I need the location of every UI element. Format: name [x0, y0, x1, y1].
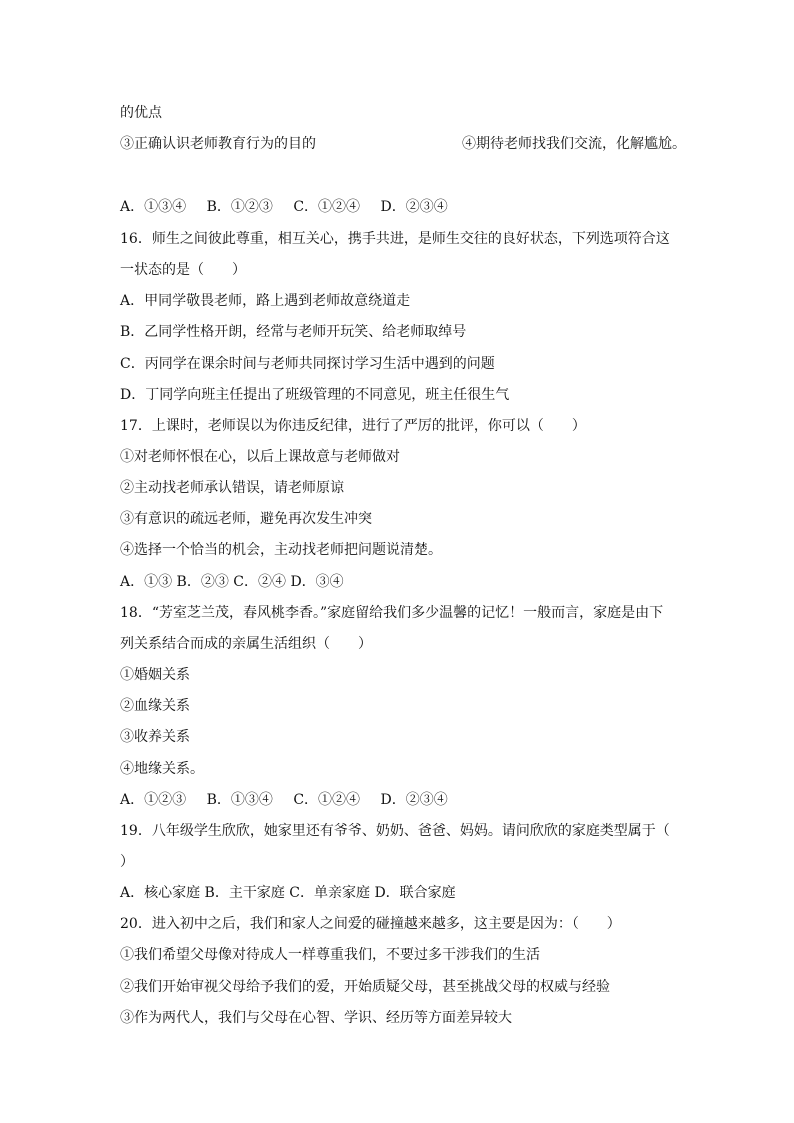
q18-option-b: B．①③④	[206, 792, 273, 808]
q18-stem-line2: 列关系结合而成的亲属生活组织（ ）	[120, 636, 372, 652]
q17-item-1: ①对老师怀恨在心，以后上课故意与老师做对	[120, 449, 400, 465]
q18-options	[120, 791, 448, 809]
q20-item-1: ①我们希望父母像对待成人一样尊重我们，不要过多干涉我们的生活	[120, 947, 540, 963]
q20-item-2: ②我们开始审视父母给予我们的爱，开始质疑父母，甚至挑战父母的权威与经验	[120, 979, 610, 995]
q17-item-4: ④选择一个恰当的机会，主动找老师把问题说清楚。	[120, 542, 442, 558]
q16-choice-b: B．乙同学性格开朗，经常与老师开玩笑、给老师取绰号	[120, 324, 467, 340]
q20-stem: 20．进入初中之后，我们和家人之间爱的碰撞越来越多，这主要是因为：（ ）	[120, 916, 621, 932]
q20-item-3: ③作为两代人，我们与父母在心智、学识、经历等方面差异较大	[120, 1010, 512, 1026]
q15-option-d: D．②③④	[380, 199, 448, 215]
q16-choice-c: C．丙同学在课余时间与老师共同探讨学习生活中遇到的问题	[120, 356, 495, 372]
q17-stem: 17．上课时，老师误以为你违反纪律，进行了严厉的批评，你可以（ ）	[120, 418, 586, 434]
q15-option-c: C．①②④	[293, 199, 361, 215]
q19-stem-line2: ）	[120, 854, 134, 870]
q17-item-3: ③有意识的疏远老师，避免再次发生冲突	[120, 511, 372, 527]
q15-options	[120, 198, 448, 216]
q18-stem-line1: 18．“芳室芝兰茂，春风桃李香。”家庭留给我们多少温馨的记忆！一般而言，家庭是由下	[120, 605, 664, 621]
q19-stem-line1: 19．八年级学生欣欣，她家里还有爷爷、奶奶、爸爸、妈妈。请问欣欣的家庭类型属于（	[120, 823, 670, 839]
q15-option-b: B．①②③	[206, 199, 273, 215]
q15-item-4: ④期待老师找我们交流，化解尴尬。	[462, 136, 686, 152]
q15-item-3: ③正确认识老师教育行为的目的	[120, 136, 316, 152]
q18-option-d: D．②③④	[380, 792, 448, 808]
q19-options: A．核心家庭 B．主干家庭 C．单亲家庭 D．联合家庭	[120, 885, 456, 901]
q17-item-2: ②主动找老师承认错误，请老师原谅	[120, 480, 344, 496]
q17-options: A．①③ B．②③ C．②④ D．③④	[120, 574, 344, 590]
q15-option-a: A．①③④	[120, 199, 187, 215]
q18-item-1: ①婚姻关系	[120, 667, 190, 683]
q16-choice-a: A．甲同学敬畏老师，路上遇到老师故意绕道走	[120, 293, 411, 309]
q18-option-a: A．①②③	[120, 792, 187, 808]
q18-item-4: ④地缘关系。	[120, 761, 204, 777]
q16-stem-line1: 16．师生之间彼此尊重，相互关心，携手共进，是师生交往的良好状态，下列选项符合这	[120, 231, 670, 247]
q16-stem-line2: 一状态的是（ ）	[120, 262, 246, 278]
q18-option-c: C．①②④	[293, 792, 361, 808]
q18-item-3: ③收养关系	[120, 729, 190, 745]
q18-item-2: ②血缘关系	[120, 698, 190, 714]
q16-choice-d: D．丁同学向班主任提出了班级管理的不同意见，班主任很生气	[120, 387, 510, 403]
q15-tail-text: 的优点	[120, 105, 162, 121]
